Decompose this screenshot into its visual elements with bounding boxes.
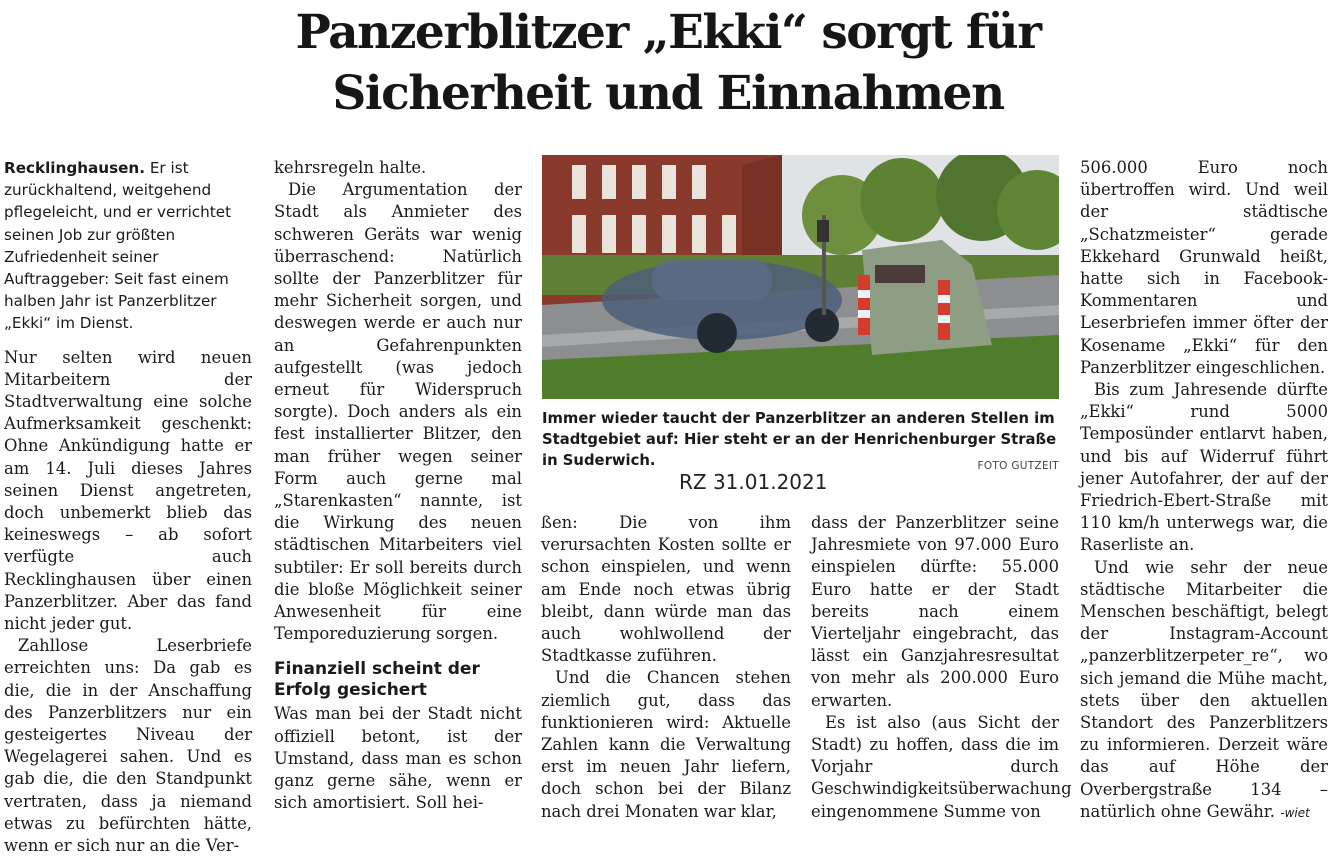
photo-caption: Immer wieder taucht der Panzerblitzer an anderen Stellen im Stadtgebiet auf: Hier steht er an der Henrichenburger Straße in Suderwich. [542, 410, 1057, 469]
article-column-3 [541, 512, 791, 823]
paragraph: ßen: Die von ihm verursachten Kosten sollte er schon einspielen, und wenn am Ende noch etwas übrig bleibt, dann würde man das auch wohlwollend der Stadtkasse zuführen. [541, 513, 791, 666]
article-photo [542, 155, 1059, 399]
intro-text: Er ist zurückhaltend, weitgehend pflegeleicht, und er verrichtet seinen Job zur größten Zufriedenheit seiner Auftraggeber: Seit fast einem halben Jahr ist Panzerblitzer „Ekki“ im Dienst. [4, 159, 232, 333]
closing-text: Und wie sehr der neue städtische Mitarbeiter die Menschen beschäftigt, belegt der Instagram-Account „panzerblitzerpeter_re“, wo sich jemand die Mühe macht, stets über den aktuellen Standort des Panzerblitzers zu informieren. Derzeit wäre das auf Höhe der Overbergstraße 134 – natürlich ohne Gewähr. [1080, 557, 1328, 821]
intro-paragraph [4, 157, 252, 335]
paragraph: dass der Panzerblitzer seine Jahresmiete von 97.000 Euro einspielen dürfte: 55.000 Euro hatte er der Stadt bereits nach einem Vierteljahr eingebracht, das lässt ein Ganzjahresresultat von mehr als 200.000 Euro erwarten. [811, 513, 1059, 710]
headline-line-2: Sicherheit und Einnahmen [332, 66, 1004, 121]
photo-illustration [542, 155, 1059, 399]
paragraph: Und die Chancen stehen ziemlich gut, dass das funktionieren wird: Aktuelle Zahlen kann die Verwaltung erst im neuen Jahr liefern, doch schon bei der Bilanz nach drei Monaten war klar, [541, 668, 791, 821]
paragraph [1080, 557, 1328, 824]
article-column-4 [811, 512, 1072, 823]
article-column-2 [274, 157, 522, 814]
article-column-5 [1080, 157, 1328, 824]
headline [0, 2, 1336, 124]
paragraph: Bis zum Jahresende dürfte „Ekki“ rund 5000 Temposünder entlarvt haben, und bis auf Widerruf führt jener Autofahrer, der auf der Friedrich-Ebert-Straße mit 110 km/h unterwegs war, die Raserliste an. [1080, 380, 1328, 555]
photo-credit: FOTO GUTZEIT [977, 460, 1059, 472]
paragraph: Nur selten wird neuen Mitarbeitern der Stadtverwaltung eine solche Aufmerksamkeit geschenkt: Ohne Ankündigung hatte er am 14. Juli dieses Jahres seinen Dienst angetreten, doch unbemerkt blieb das keineswegs – ab sofort verfügte auch Recklinghausen über einen Panzerblitzer. Aber das fand nicht jeder gut. [4, 347, 252, 634]
article-column-1 [4, 157, 252, 857]
headline-line-1: Panzerblitzer „Ekki“ sorgt für [295, 5, 1041, 60]
paragraph: 506.000 Euro noch übertroffen wird. Und weil der städtische „Schatzmeister“ gerade Ekkehard Grunwald heißt, hatte sich in Facebook-Kommentaren und Leserbriefen immer öfter der Kosename „Ekki“ für den Panzerblitzer eingeschlichen. [1080, 158, 1328, 377]
paragraph: Was man bei der Stadt nicht offiziell betont, ist der Umstand, dass man es schon ganz gerne sähe, wenn er sich amortisiert. Soll hei- [274, 704, 522, 813]
paragraph: kehrsregeln halte. [274, 158, 427, 177]
dateline: Recklinghausen. [4, 159, 145, 177]
subheading: Finanziell scheint der Erfolg gesichert [274, 659, 480, 701]
paragraph: Es ist also (aus Sicht der Stadt) zu hoffen, dass die im Vorjahr durch Geschwindigkeitsüberwachung eingenommene Summe von [811, 712, 1072, 821]
author-signature: -wiet [1280, 805, 1310, 820]
date-stamp: RZ 31.01.2021 [679, 470, 828, 494]
paragraph: Die Argumentation der Stadt als Anmieter des schweren Geräts war wenig überraschend: Natürlich sollte der Panzerblitzer für mehr Sicherheit sorgen, und deswegen werde er auch nur an Gefahrenpunkten aufgestellt (was jedoch erneut für Widerspruch sorgte). Doch anders als ein fest installierter Blitzer, den man früher wegen seiner Form auch gerne mal „Starenkasten“ nannte, ist die Wirkung des neuen städtischen Mitarbeiters viel subtiler: Er soll bereits durch die bloße Möglichkeit seiner Anwesenheit für eine Temporeduzierung sorgen. [274, 180, 522, 644]
paragraph: Zahllose Leserbriefe erreichten uns: Da gab es die, die in der Anschaffung des Panzerblitzers nur ein gesteigertes Niveau der Wegelagerei sahen. Und es gab die, die den Standpunkt vertraten, dass ja niemand etwas zu befürchten hätte, wenn er sich nur an die Ver- [4, 636, 252, 856]
